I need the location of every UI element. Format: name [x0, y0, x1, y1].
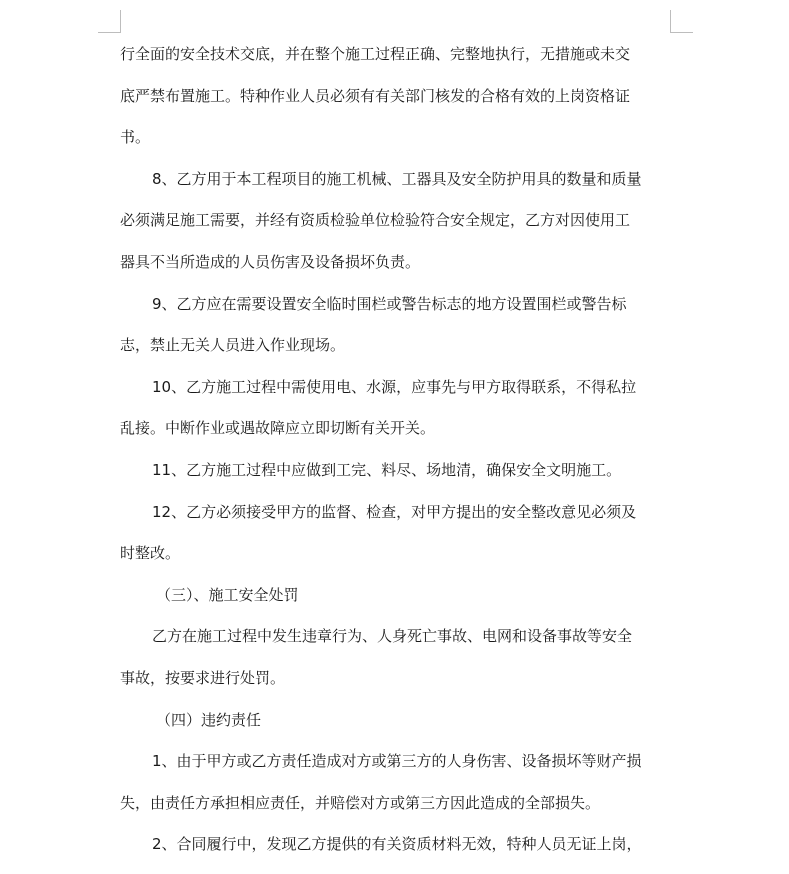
text-line: 器具不当所造成的人员伤害及设备损坏负责。 — [120, 252, 421, 271]
text-line: 行全面的安全技术交底，并在整个施工过程正确、完整地执行，无措施或未交 — [120, 45, 631, 63]
text-line: 时整改。 — [120, 544, 181, 563]
paragraph-start-line: 1、由于甲方或乙方责任造成对方或第三方的人身伤害、设备损坏等财产损 — [152, 752, 642, 771]
text-line: 事故，按要求进行处罚。 — [120, 668, 286, 687]
paragraph-start-line: 乙方在施工过程中发生违章行为、人身死亡事故、电网和设备事故等安全 — [152, 627, 633, 646]
paragraph-start-line: 2、合同履行中，发现乙方提供的有关资质材料无效，特种人员无证上岗， — [152, 835, 642, 854]
text-line: 志，禁止无关人员进入作业现场。 — [120, 336, 346, 355]
text-line: 失，由责任方承担相应责任，并赔偿对方或第三方因此造成的全部损失。 — [120, 793, 601, 812]
document-body[interactable] — [120, 34, 670, 866]
paragraph-start-line: 12、乙方必须接受甲方的监督、检查，对甲方提出的安全整改意见必须及 — [152, 502, 637, 521]
paragraph-start-line: 8、乙方用于本工程项目的施工机械、工器具及安全防护用具的数量和质量 — [152, 169, 642, 188]
text-line: 乱接。中断作业或遇故障应立即切断有关开关。 — [120, 419, 436, 438]
text-line: 底严禁布置施工。特种作业人员必须有有关部门核发的合格有效的上岗资格证 — [120, 86, 631, 105]
paragraph-start-line: 10、乙方施工过程中需使用电、水源，应事先与甲方取得联系，不得私拉 — [152, 377, 637, 396]
paragraph-start-line: 9、乙方应在需要设置安全临时围栏或警告标志的地方设置围栏或警告标 — [152, 294, 627, 313]
page-corner-mark-top-left — [98, 10, 121, 33]
paragraph-start-line: 11、乙方施工过程中应做到工完、料尽、场地清，确保安全文明施工。 — [152, 460, 622, 479]
page-corner-mark-top-right — [670, 10, 693, 33]
section-heading: （三）、施工安全处罚 — [156, 585, 299, 604]
text-line: 必须满足施工需要，并经有资质检验单位检验符合安全规定，乙方对因使用工 — [120, 211, 631, 230]
text-line: 书。 — [120, 128, 151, 147]
section-heading: （四）违约责任 — [156, 710, 262, 729]
